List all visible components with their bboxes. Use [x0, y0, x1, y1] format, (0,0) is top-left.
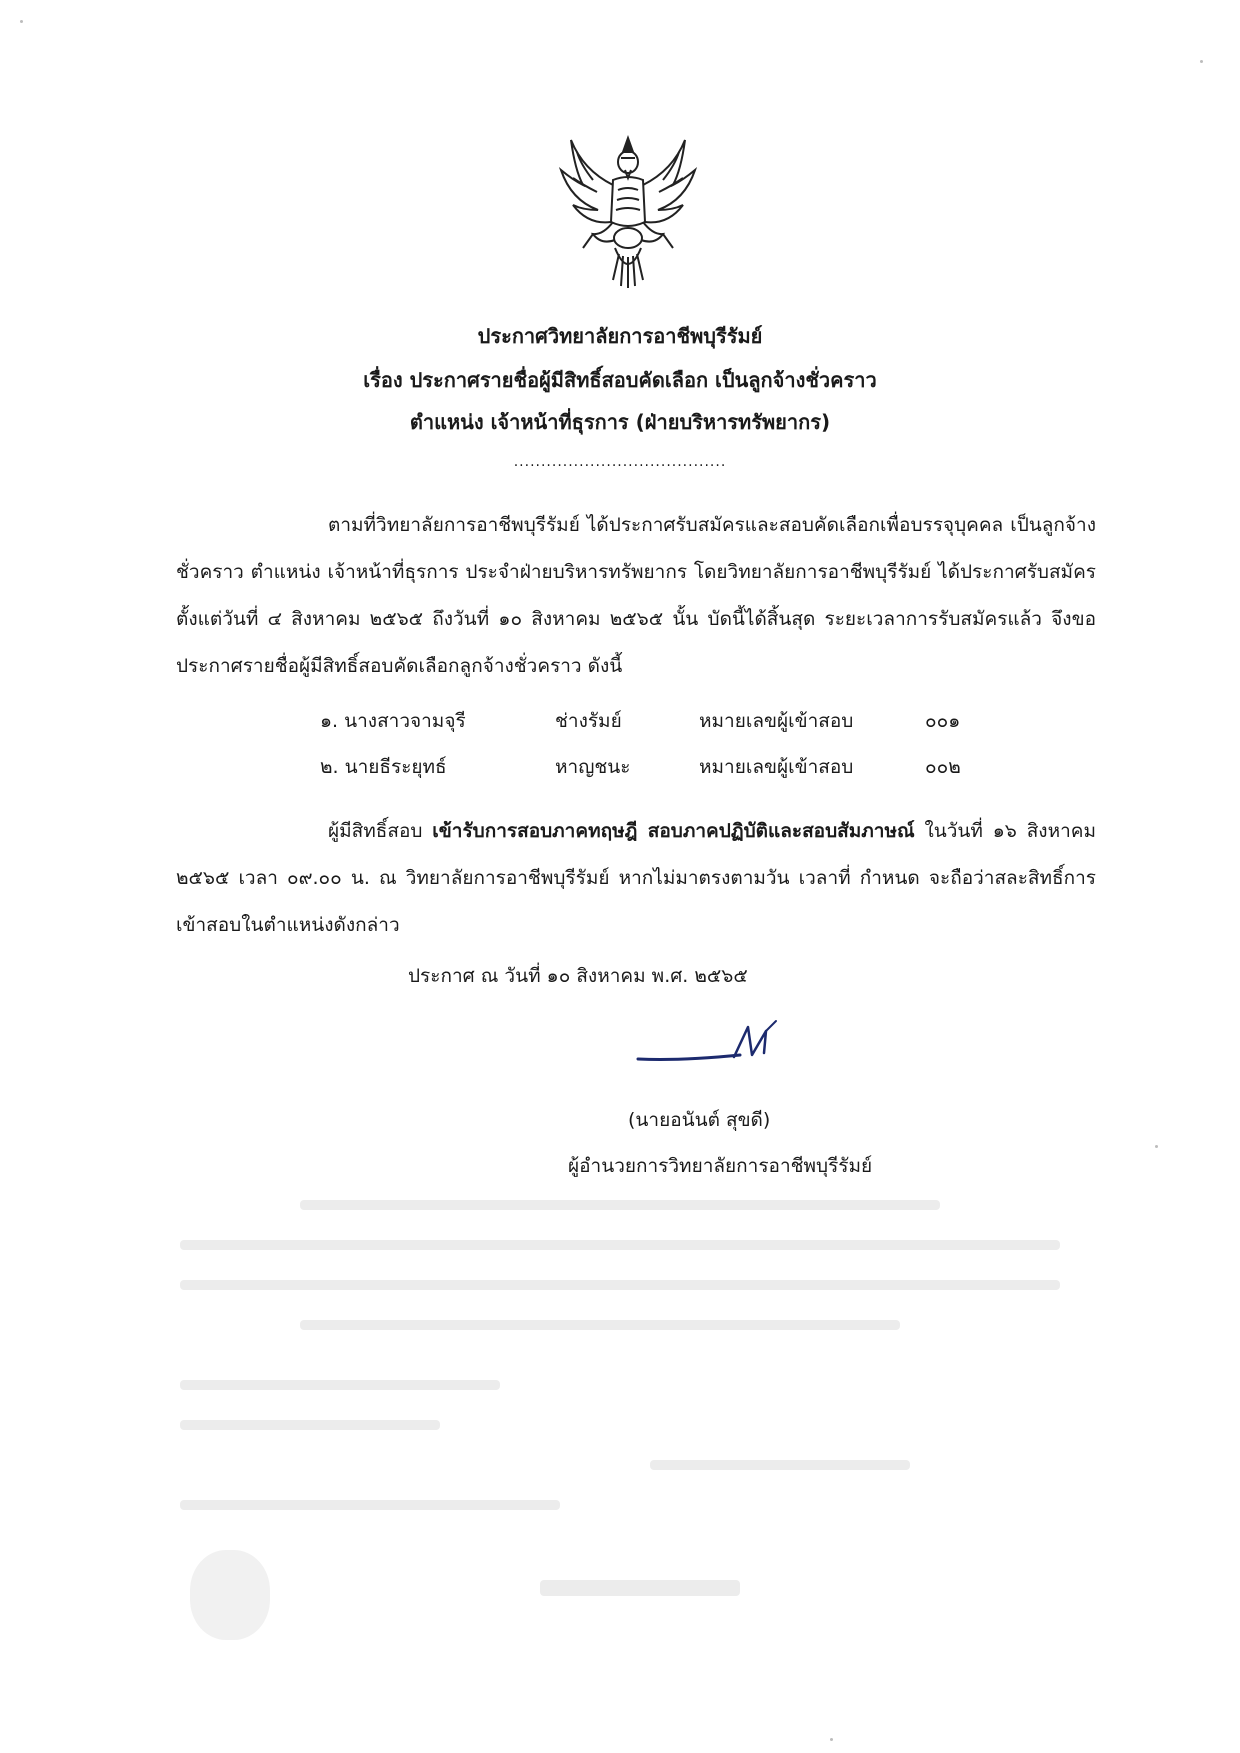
- candidate-surname: ช่างรัมย์: [555, 710, 622, 732]
- scan-show-through: [180, 1200, 1080, 1670]
- scan-speck: [20, 20, 23, 23]
- signer-title: ผู้อำนวยการวิทยาลัยการอาชีพบุรีรัมย์: [568, 1155, 873, 1177]
- exam-schedule-bold: เข้ารับการสอบภาคทฤษฎี สอบภาคปฏิบัติและสอบสัมภาษณ์: [432, 820, 915, 842]
- signature-icon: [630, 1015, 800, 1075]
- scan-speck: [1200, 60, 1203, 63]
- candidate-number-label: หมายเลขผู้เข้าสอบ: [699, 710, 854, 732]
- announcement-subject: เรื่อง ประกาศรายชื่อผู้มีสิทธิ์สอบคัดเลือก เป็นลูกจ้างชั่วคราว: [363, 368, 877, 392]
- candidate-number: ๐๐๑: [925, 710, 961, 732]
- scan-speck: [1155, 1145, 1158, 1148]
- candidate-number: ๐๐๒: [925, 756, 961, 778]
- announcement-title: ประกาศวิทยาลัยการอาชีพบุรีรัมย์: [477, 324, 763, 348]
- announcement-date: ประกาศ ณ วันที่ ๑๐ สิงหาคม พ.ศ. ๒๕๖๕: [408, 965, 748, 987]
- title-separator: .......................................: [513, 454, 727, 470]
- exam-lead: ผู้มีสิทธิ์สอบ: [328, 820, 433, 842]
- exam-details: ในวันที่ ๑๖ สิงหาคม ๒๕๖๕ เวลา ๐๙.๐๐ น. ณ วิทยาลัยการอาชีพบุรีรัมย์ หากไม่มาตรงตามวัน เวลาที่ กำหนด จะถือว่าสละสิทธิ์การเข้าสอบในตำแหน่งดังกล่าว: [176, 820, 1096, 936]
- intro-paragraph: [176, 502, 1096, 690]
- signer-name: (นายอนันต์ สุขดี): [628, 1109, 771, 1131]
- scan-speck: [830, 1738, 833, 1741]
- garuda-emblem-icon: [553, 130, 703, 290]
- candidate-name: ๑. นางสาวจามจุรี: [320, 710, 466, 732]
- announcement-position: ตำแหน่ง เจ้าหน้าที่ธุรการ (ฝ่ายบริหารทรัพยากร): [409, 410, 831, 434]
- intro-text: ตามที่วิทยาลัยการอาชีพบุรีรัมย์ ได้ประกาศรับสมัครและสอบคัดเลือกเพื่อบรรจุบุคคล เป็นลูกจ้างชั่วคราว ตำแหน่ง เจ้าหน้าที่ธุรการ ประจำฝ่ายบริหารทรัพยากร โดยวิทยาลัยการอาชีพบุรีรัมย์ ได้ประกาศรับสมัครตั้งแต่วันที่ ๔ สิงหาคม ๒๕๖๕ ถึงวันที่ ๑๐ สิงหาคม ๒๕๖๕ นั้น บัดนี้ได้สิ้นสุด ระยะเวลาการรับสมัครแล้ว จึงขอประกาศรายชื่อผู้มีสิทธิ์สอบคัดเลือกลูกจ้างชั่วคราว ดังนี้: [176, 514, 1096, 677]
- exam-paragraph: [176, 808, 1096, 949]
- candidate-name: ๒. นายธีระยุทธ์: [320, 756, 447, 778]
- candidate-surname: หาญชนะ: [555, 756, 631, 778]
- candidate-number-label: หมายเลขผู้เข้าสอบ: [699, 756, 854, 778]
